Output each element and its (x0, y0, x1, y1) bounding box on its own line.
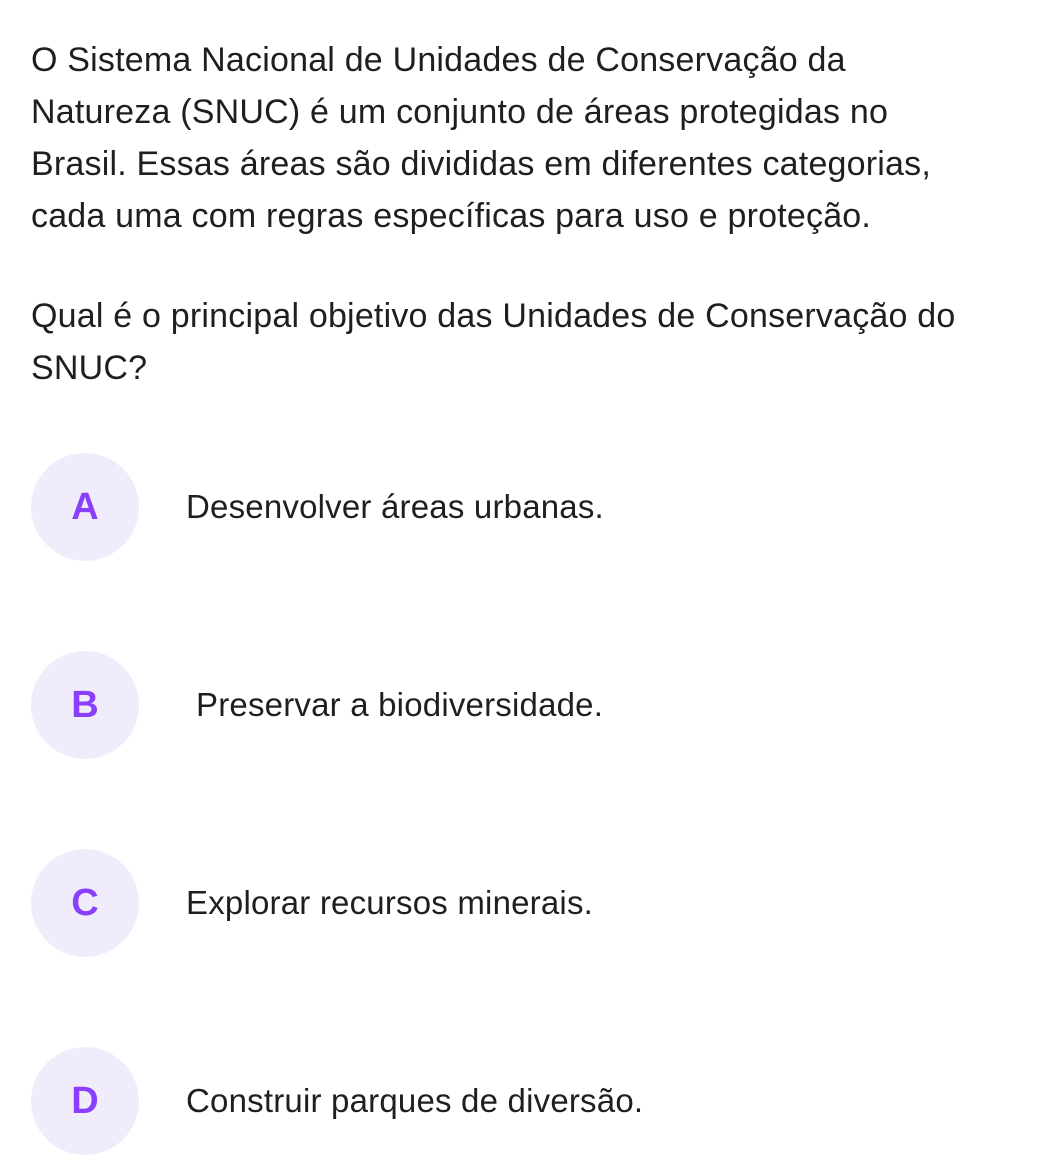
prompt-line: Qual é o principal objetivo das Unidades de Conservação do (31, 297, 956, 335)
option-b-letter: B (71, 683, 99, 726)
option-d-letter: D (71, 1079, 99, 1122)
option-d-badge[interactable] (31, 1047, 139, 1155)
option-c-badge[interactable] (31, 849, 139, 957)
option-a[interactable] (31, 452, 604, 562)
option-a-letter: A (71, 485, 99, 528)
prompt-line: SNUC? (31, 349, 148, 387)
option-a-badge[interactable] (31, 453, 139, 561)
question-prompt (31, 290, 1021, 394)
option-a-text[interactable]: Desenvolver áreas urbanas. (186, 488, 604, 525)
context-line: Natureza (SNUC) é um conjunto de áreas protegidas no (31, 93, 889, 131)
option-c[interactable] (31, 848, 593, 958)
option-d-text[interactable]: Construir parques de diversão. (186, 1082, 644, 1119)
option-c-text[interactable]: Explorar recursos minerais. (186, 884, 594, 921)
option-b[interactable] (31, 650, 603, 760)
question-context (31, 34, 1021, 242)
option-c-letter: C (71, 881, 99, 924)
context-line: cada uma com regras específicas para uso e proteção. (31, 197, 872, 235)
option-b-badge[interactable] (31, 651, 139, 759)
context-line: Brasil. Essas áreas são divididas em diferentes categorias, (31, 145, 931, 183)
question-block (31, 34, 1021, 394)
context-line: O Sistema Nacional de Unidades de Conservação da (31, 41, 846, 79)
option-d[interactable] (31, 1046, 643, 1156)
option-b-text[interactable]: Preservar a biodiversidade. (196, 686, 604, 723)
